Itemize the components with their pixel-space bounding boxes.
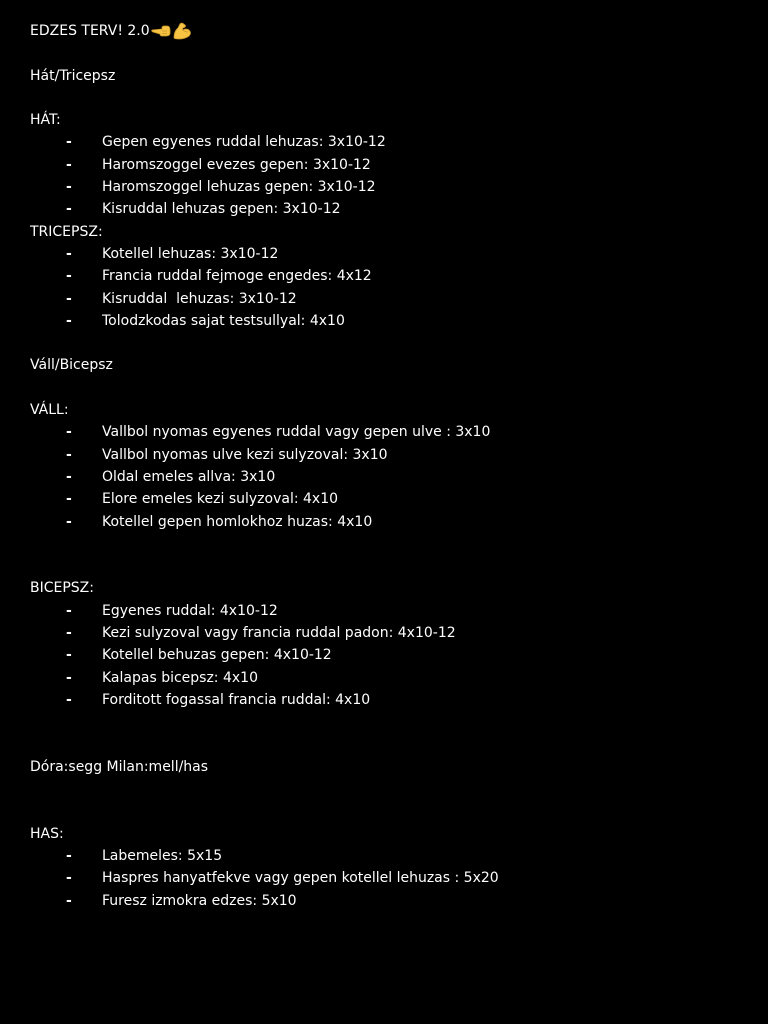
list-item-text: Forditott fogassal francia ruddal: 4x10	[102, 691, 371, 708]
list-item	[30, 288, 750, 310]
bullet-dash: -	[66, 513, 72, 530]
list-item	[30, 466, 750, 488]
list-item-text: Haspres hanyatfekve vagy gepen kotellel lehuzas : 5x20	[102, 870, 499, 887]
bullet-dash: -	[66, 245, 72, 262]
list-item	[30, 176, 750, 198]
list-item	[30, 421, 750, 443]
list-item-text: Kotellel gepen homlokhoz huzas: 4x10	[102, 513, 373, 530]
list-item-text: Tolodzkodas sajat testsullyal: 4x10	[102, 312, 345, 329]
title-text: EDZES TERV! 2.0	[30, 23, 150, 39]
bullet-dash: -	[66, 491, 72, 508]
group-label-bicepsz: BICEPSZ:	[30, 580, 94, 597]
list-item-text: Furesz izmokra edzes: 5x10	[102, 892, 297, 909]
list-item-text: Kezi sulyzoval vagy francia ruddal padon: 4x10-12	[102, 625, 456, 642]
list-item-text: Kalapas bicepsz: 4x10	[102, 669, 258, 686]
list-item-text: Kotellel lehuzas: 3x10-12	[102, 245, 279, 262]
list-item-text: Elore emeles kezi sulyzoval: 4x10	[102, 491, 339, 508]
bullet-dash: -	[66, 446, 72, 463]
bullet-dash: -	[66, 870, 72, 887]
list-item-text: Gepen egyenes ruddal lehuzas: 3x10-12	[102, 134, 386, 151]
list-item	[30, 310, 750, 332]
bullet-dash: -	[66, 312, 72, 329]
list-item	[30, 600, 750, 622]
pointing-hand-emoji-icon	[151, 23, 171, 39]
list-item	[30, 845, 750, 867]
bullet-dash: -	[66, 268, 72, 285]
bullet-dash: -	[66, 424, 72, 441]
list-item-text: Oldal emeles allva: 3x10	[102, 468, 276, 485]
list-item	[30, 131, 750, 153]
flexed-biceps-emoji-icon	[172, 22, 192, 40]
list-item-text: Kisruddal lehuzas gepen: 3x10-12	[102, 201, 341, 218]
bullet-dash: -	[66, 134, 72, 151]
bullet-dash: -	[66, 468, 72, 485]
list-item	[30, 867, 750, 889]
group-label-tricepsz: TRICEPSZ:	[30, 223, 103, 240]
list-item	[30, 243, 750, 265]
bullet-dash: -	[66, 602, 72, 619]
bullet-dash: -	[66, 290, 72, 307]
bullet-dash: -	[66, 892, 72, 909]
list-item-text: Vallbol nyomas ulve kezi sulyzoval: 3x10	[102, 446, 388, 463]
list-item	[30, 622, 750, 644]
list-item-text: Haromszoggel lehuzas gepen: 3x10-12	[102, 179, 376, 196]
bullet-dash: -	[66, 669, 72, 686]
list-item-text: Vallbol nyomas egyenes ruddal vagy gepen ulve : 3x10	[102, 424, 491, 441]
list-item	[30, 198, 750, 220]
list-item	[30, 265, 750, 287]
day1-heading: Hát/Tricepsz	[30, 67, 116, 84]
list-item	[30, 689, 750, 711]
group-label-hat: HÁT:	[30, 112, 61, 129]
group-label-vall: VÁLL:	[30, 402, 69, 419]
bullet-dash: -	[66, 201, 72, 218]
list-item-text: Kotellel behuzas gepen: 4x10-12	[102, 647, 332, 664]
document-title	[30, 20, 750, 42]
list-item	[30, 154, 750, 176]
bullet-dash: -	[66, 156, 72, 173]
bullet-dash: -	[66, 691, 72, 708]
assignment-note: Dóra:segg Milan:mell/has	[30, 758, 209, 775]
document	[30, 20, 750, 912]
list-item	[30, 444, 750, 466]
list-item	[30, 667, 750, 689]
list-item	[30, 644, 750, 666]
list-item-text: Francia ruddal fejmoge engedes: 4x12	[102, 268, 372, 285]
day2-heading: Váll/Bicepsz	[30, 357, 113, 374]
list-item	[30, 511, 750, 533]
list-item-text: Kisruddal lehuzas: 3x10-12	[102, 290, 297, 307]
list-item-text: Egyenes ruddal: 4x10-12	[102, 602, 278, 619]
bullet-dash: -	[66, 625, 72, 642]
list-item	[30, 488, 750, 510]
group-label-has: HAS:	[30, 825, 64, 842]
bullet-dash: -	[66, 847, 72, 864]
bullet-dash: -	[66, 179, 72, 196]
list-item	[30, 890, 750, 912]
list-item-text: Labemeles: 5x15	[102, 847, 223, 864]
list-item-text: Haromszoggel evezes gepen: 3x10-12	[102, 156, 371, 173]
bullet-dash: -	[66, 647, 72, 664]
